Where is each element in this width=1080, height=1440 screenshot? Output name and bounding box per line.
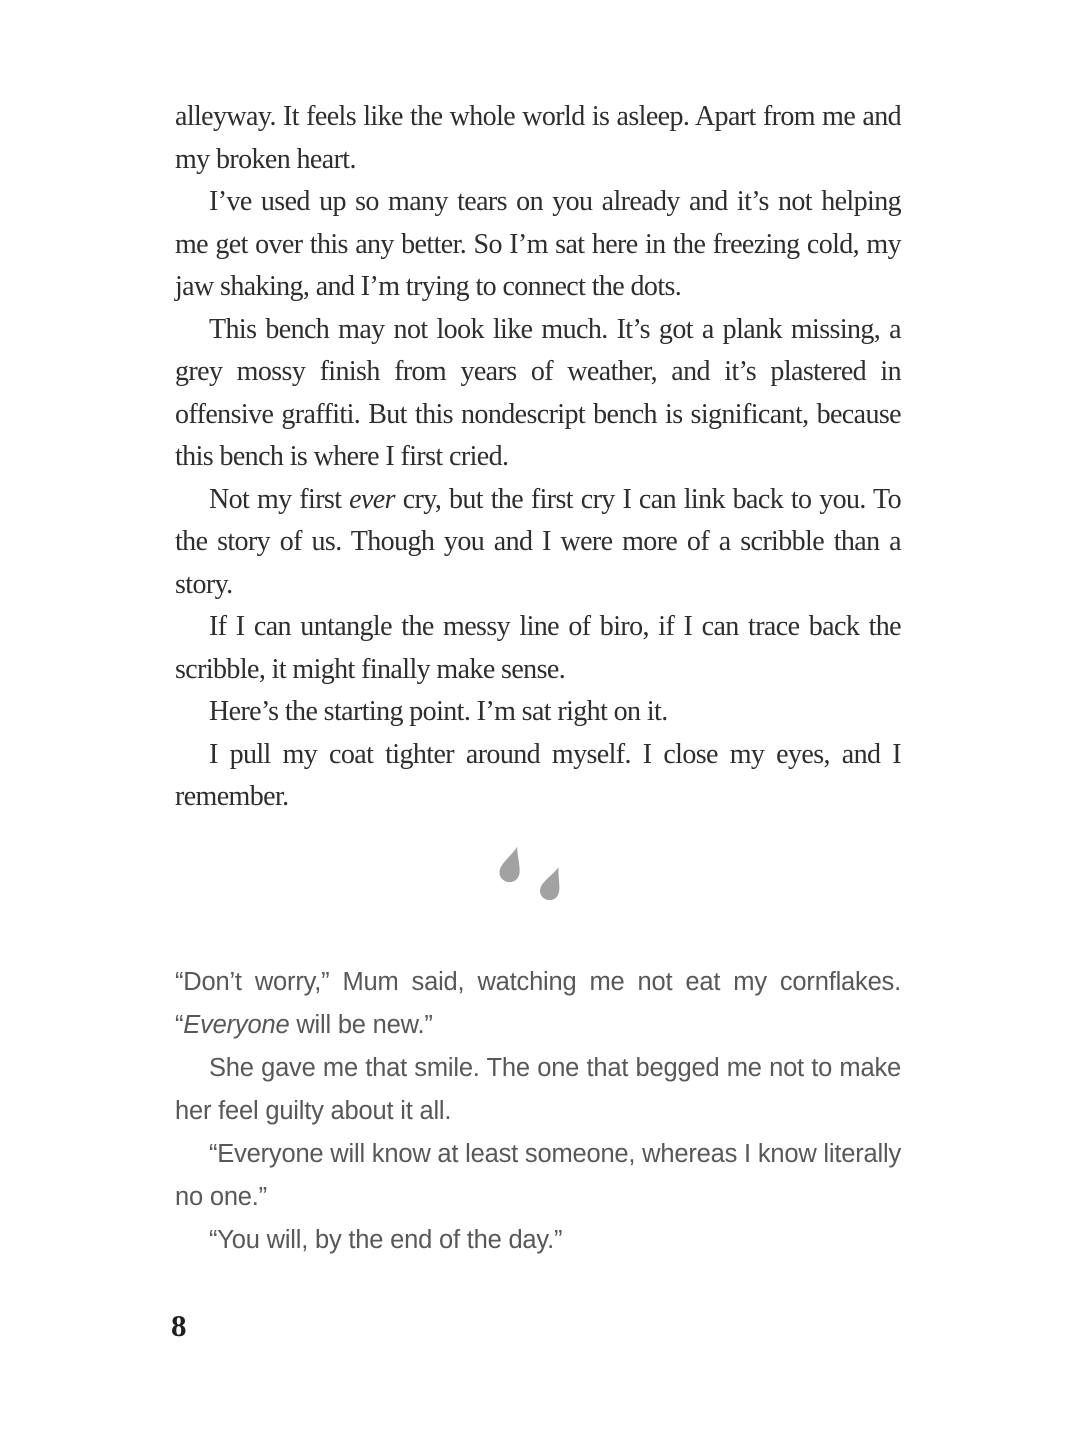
- paragraph: [175, 479, 901, 607]
- text-run: “Everyone will know at least someone, whereas I know literally no one.”: [175, 1139, 901, 1211]
- italic-text: Everyone: [183, 1010, 290, 1039]
- text-run: I’ve used up so many tears on you already and it’s not helping me get over this any better. So I’m sat here in the freezing cold, my jaw shaking, and I’m trying to connect the dots.: [175, 186, 901, 302]
- paragraph: [175, 734, 901, 819]
- text-run: alleyway. It feels like the whole world is asleep. Apart from me and my broken heart.: [175, 101, 901, 175]
- paragraph: [175, 691, 901, 734]
- paragraph: [175, 1047, 901, 1133]
- text-run: I pull my coat tighter around myself. I close my eyes, and I remember.: [175, 738, 901, 812]
- page-number: 8: [171, 1307, 187, 1343]
- text-run: Not my first: [209, 483, 350, 515]
- paragraph: [175, 181, 901, 309]
- paragraph: [175, 96, 901, 181]
- text-run: cry, but the first cry I can link back to you. To the story of us. Though you and I were more of a scribble than a story.: [175, 483, 901, 600]
- text-run: “Don’t worry,” Mum said, watching me not eat my cornflakes. “: [175, 967, 901, 1039]
- paragraph: [175, 606, 901, 691]
- text-run: She gave me that smile. The one that begged me not to make her feel guilty about it all.: [175, 1053, 901, 1125]
- paragraph: [175, 1219, 901, 1262]
- paragraph: [175, 1133, 901, 1219]
- narrative-section: [175, 96, 901, 819]
- text-run: Here’s the starting point. I’m sat right on it.: [209, 696, 668, 727]
- text-run: If I can untangle the messy line of biro, if I can trace back the scribble, it might finally make sense.: [175, 611, 901, 685]
- teardrops-ornament: [493, 845, 577, 913]
- text-run: “You will, by the end of the day.”: [209, 1225, 563, 1254]
- teardrop-icon: [537, 863, 567, 902]
- teardrop-icon: [497, 845, 527, 885]
- flashback-section: [175, 961, 901, 1262]
- paragraph: [175, 309, 901, 479]
- text-run: will be new.”: [289, 1010, 433, 1039]
- scene-break-ornament: [175, 845, 901, 913]
- italic-text: ever: [349, 483, 395, 515]
- paragraph: [175, 961, 901, 1047]
- text-run: This bench may not look like much. It’s got a plank missing, a grey mossy finish from years of weather, and it’s plastered in offensive graffiti. But this nondescript bench is significant, because this bench is where I first cried.: [175, 313, 901, 472]
